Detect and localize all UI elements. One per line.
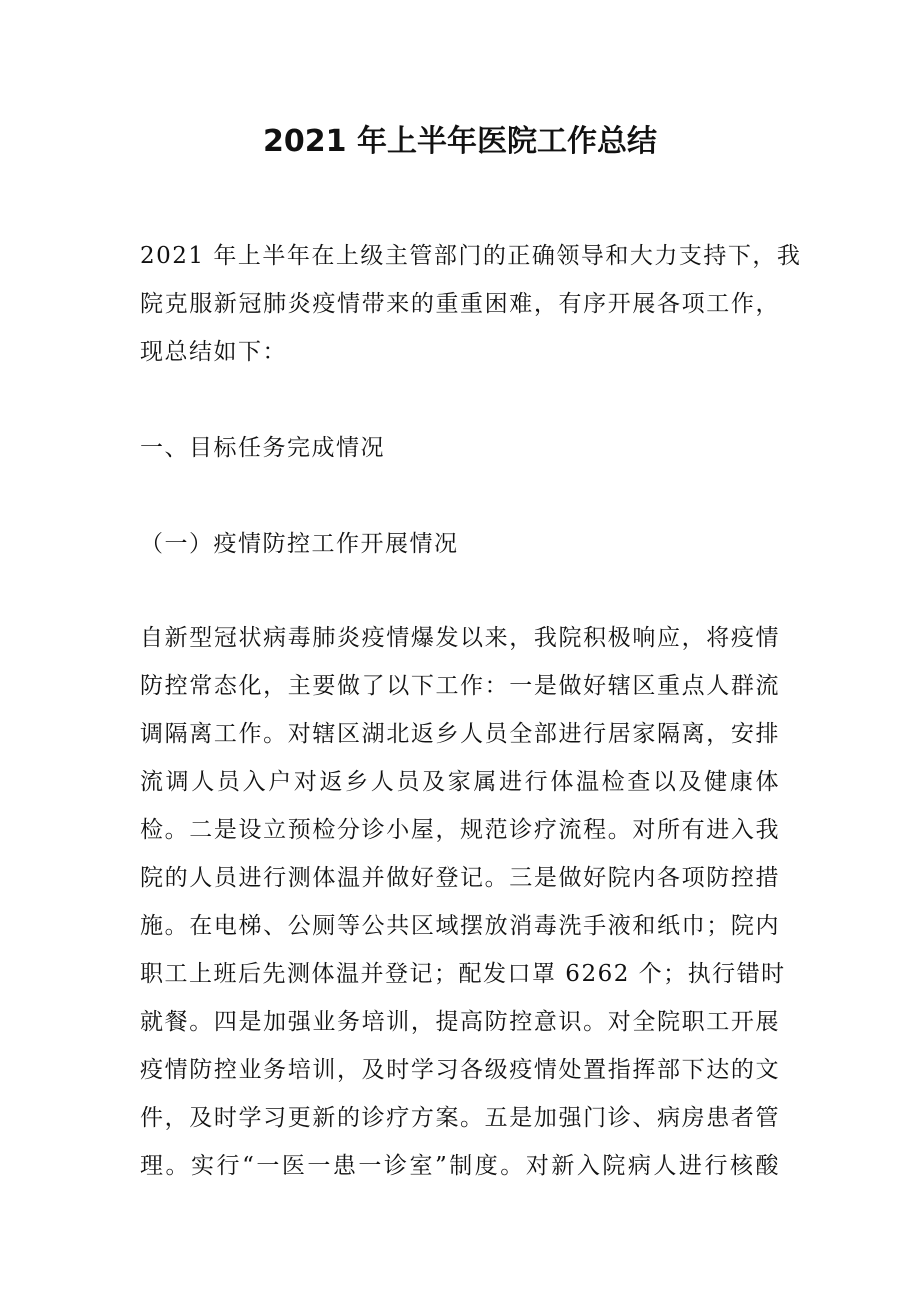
section-heading-1 bbox=[140, 424, 780, 472]
heading-text: （一）疫情防控工作开展情况 bbox=[140, 531, 459, 557]
body-line: 理。实行“一医一患一诊室”制度。对新入院病人进行核酸 bbox=[140, 1153, 780, 1179]
body-line: 防控常态化，主要做了以下工作：一是做好辖区重点人群流 bbox=[140, 673, 780, 699]
body-line: 院的人员进行测体温并做好登记。三是做好院内各项防控措 bbox=[140, 865, 780, 891]
body-line: 件，及时学习更新的诊疗方案。五是加强门诊、病房患者管 bbox=[140, 1105, 780, 1131]
section-heading-2 bbox=[140, 520, 780, 568]
intro-paragraph bbox=[140, 232, 802, 376]
heading-text: 一、目标任务完成情况 bbox=[140, 435, 385, 461]
body-paragraph bbox=[140, 614, 786, 1190]
intro-line: 院克服新冠肺炎疫情带来的重重困难，有序开展各项工作， bbox=[140, 291, 780, 317]
body-line: 检。二是设立预检分诊小屋，规范诊疗流程。对所有进入我 bbox=[140, 817, 780, 843]
body-line: 自新型冠状病毒肺炎疫情爆发以来，我院积极响应，将疫情 bbox=[140, 625, 780, 651]
body-line: 就餐。四是加强业务培训，提高防控意识。对全院职工开展 bbox=[140, 1009, 780, 1035]
body-line: 施。在电梯、公厕等公共区域摆放消毒洗手液和纸巾；院内 bbox=[140, 913, 780, 939]
intro-line: 现总结如下： bbox=[140, 339, 287, 365]
body-line: 职工上班后先测体温并登记；配发口罩 6262 个；执行错时 bbox=[140, 961, 786, 987]
intro-line: 2021 年上半年在上级主管部门的正确领导和大力支持下，我 bbox=[140, 243, 802, 269]
document-title: 2021 年上半年医院工作总结 bbox=[263, 124, 657, 159]
body-line: 流调人员入户对返乡人员及家属进行体温检查以及健康体 bbox=[140, 769, 780, 795]
body-line: 疫情防控业务培训，及时学习各级疫情处置指挥部下达的文 bbox=[140, 1057, 780, 1083]
body-line: 调隔离工作。对辖区湖北返乡人员全部进行居家隔离，安排 bbox=[140, 721, 780, 747]
